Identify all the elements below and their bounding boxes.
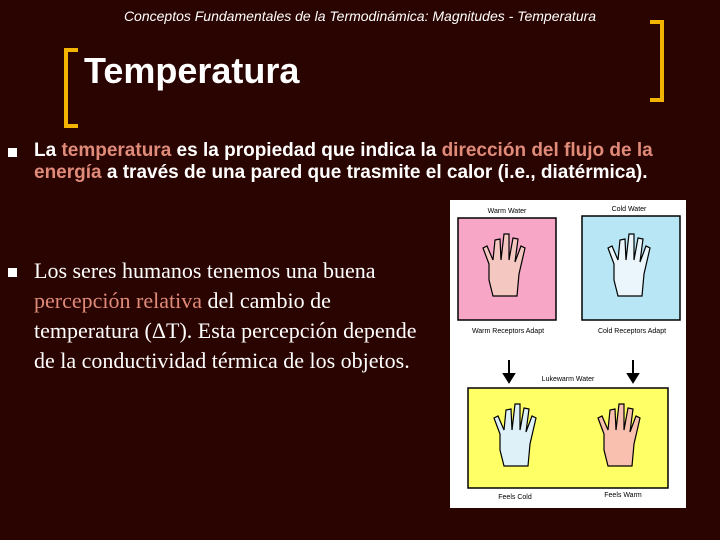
label-feels-cold: Feels Cold bbox=[498, 494, 532, 501]
arrow-down-icon bbox=[504, 374, 514, 382]
illustration-graphics bbox=[450, 200, 686, 508]
highlight-percepcion: percepción relativa bbox=[34, 288, 202, 313]
label-warm-water: Warm Water bbox=[487, 208, 527, 215]
bullet-marker bbox=[8, 148, 17, 157]
slide-title: Temperatura bbox=[84, 50, 300, 91]
slide-header: Conceptos Fundamentales de la Termodinámica: Magnitudes - Temperatura bbox=[123, 8, 597, 24]
highlight-direccion: dirección del flujo de la energía bbox=[34, 140, 653, 183]
title-bracket-left bbox=[64, 48, 78, 128]
text-fragment: es la propiedad que indica la bbox=[171, 140, 442, 161]
hands-illustration bbox=[450, 200, 686, 508]
label-cold-water: Cold Water bbox=[611, 206, 647, 213]
text-fragment: del cambio de temperatura (ΔT). Esta percepción depende de la conductividad térmica de los objetos. bbox=[34, 288, 417, 373]
arrow-down-icon bbox=[628, 374, 638, 382]
label-cold-receptors: Cold Receptors Adapt bbox=[597, 328, 667, 335]
label-feels-warm: Feels Warm bbox=[604, 492, 642, 499]
text-fragment: a través de una pared que trasmite el calor (i.e., diatérmica). bbox=[101, 162, 648, 183]
text-fragment: La bbox=[34, 140, 62, 161]
bullet-text-1 bbox=[34, 140, 694, 184]
label-warm-receptors: Warm Receptors Adapt bbox=[471, 328, 545, 335]
lukewarm-water-panel bbox=[468, 388, 668, 488]
title-bracket-right bbox=[650, 20, 664, 102]
bullet-marker bbox=[8, 268, 17, 277]
label-lukewarm-water: Lukewarm Water bbox=[541, 376, 595, 383]
text-fragment: Los seres humanos tenemos una buena bbox=[34, 258, 376, 283]
bullet-text-2 bbox=[34, 256, 434, 376]
highlight-temperatura: temperatura bbox=[61, 140, 172, 161]
